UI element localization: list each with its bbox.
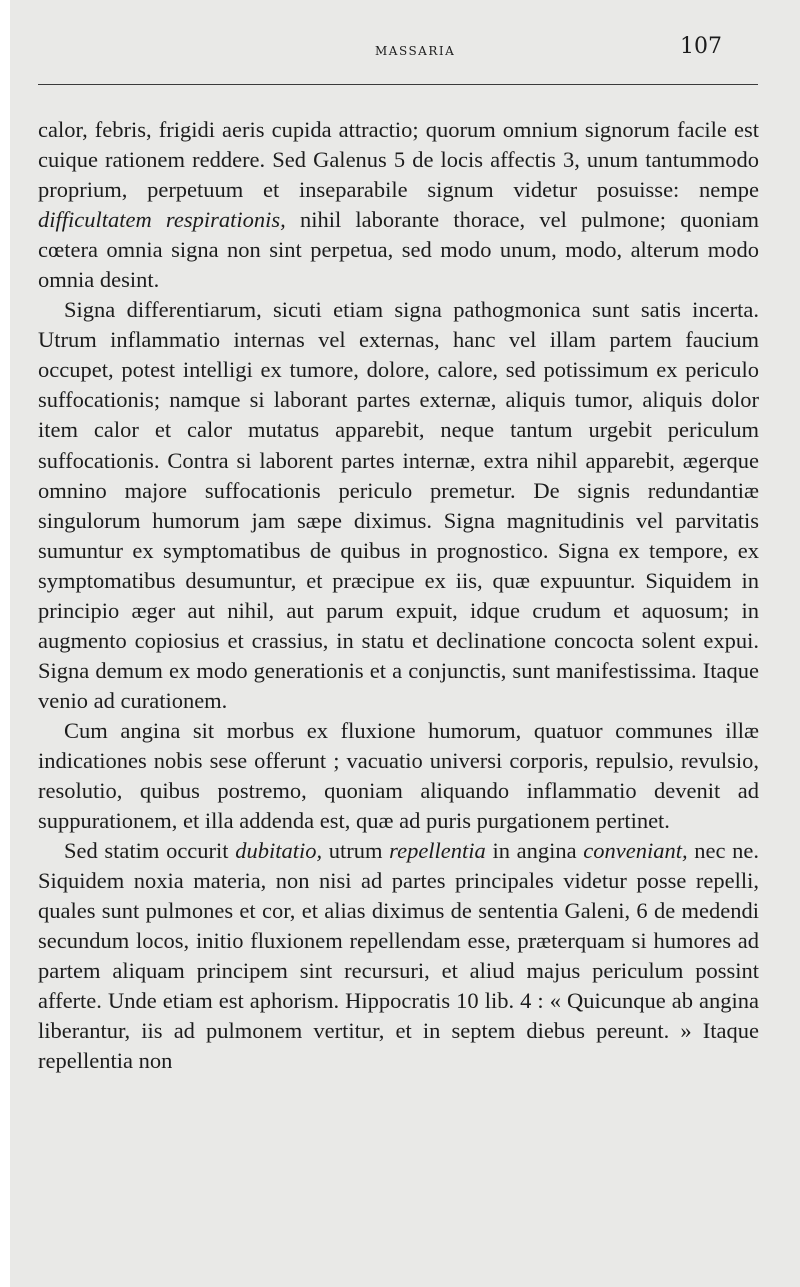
body-text <box>38 115 759 1077</box>
text-run: Sed statim occurit <box>64 838 236 864</box>
page-number: 107 <box>680 34 722 59</box>
running-head: MASSARIA <box>375 44 456 58</box>
italic-run: repellentia <box>389 838 486 864</box>
text-run: nec ne. Siquidem noxia materia, non nisi ad partes principales videtur posse repelli, quales sunt pulmones et cor, et alias diximus de sententia Galeni, 6 de medendi secundum locos, initio fluxionem repellendam esse, præterquam si humores ad partem aliquam principem sint recursuri, et aliud majus periculum possint afferte. Unde etiam est aphorism. Hippocratis 10 lib. 4 : « Quicunque ab angina liberantur, iis ad pulmonem vertitur, et in septem diebus pereunt. » Itaque repellentia non <box>38 838 759 1074</box>
text-run: nihil laborante thorace, vel pulmone; quoniam cœtera omnia signa non sint perpetua, sed modo unum, modo, alterum modo omnia desint. <box>38 207 759 293</box>
text-run: utrum <box>322 838 390 864</box>
text-run: in angina <box>485 838 584 864</box>
paragraph <box>38 295 759 716</box>
text-run: calor, febris, frigidi aeris cupida attractio; quorum omnium signorum facile est cuique rationem reddere. Sed Galenus 5 de locis affectis 3, unum tantummodo proprium, perpetuum et inseparabile signum videtur posuisse: nempe <box>38 117 759 203</box>
header-rule <box>38 84 758 85</box>
paragraph <box>38 115 759 295</box>
paragraph <box>38 716 759 836</box>
italic-run: conveniant, <box>583 838 688 864</box>
text-run: Signa differentiarum, sicuti etiam signa pathogmonica sunt satis incerta. Utrum inflammatio internas vel externas, hanc vel illam partem faucium occupet, potest intelligi ex tumore, dolore, calore, sed potissimum ex periculo suffocationis; namque si laborant partes externæ, aliquis tumor, aliquis dolor item calor et calor mutatus apparebit, neque tantum urgebit periculum suffocationis. Contra si laborent partes internæ, extra nihil apparebit, ægerque omnino majore suffocationis periculo premetur. De signis redundantiæ singulorum humorum jam sæpe diximus. Signa magnitudinis vel parvitatis sumuntur ex symptomatibus de quibus in prognostico. Signa ex tempore, ex symptomatibus desumuntur, et præcipue ex iis, quæ expuuntur. Siquidem in principio æger aut nihil, aut parum expuit, idque crudum et aquosum; in augmento copiosius et crassius, in statu et declinatione concocta solent expui. Signa demum ex modo generationis et a conjunctis, sunt manifestissima. Itaque venio ad curationem. <box>38 297 759 713</box>
italic-run: dubitatio, <box>235 838 323 864</box>
book-page <box>10 0 800 1287</box>
paragraph <box>38 836 759 1076</box>
italic-run: difficultatem respirationis, <box>38 207 286 233</box>
text-run: Cum angina sit morbus ex fluxione humorum, quatuor communes illæ indicationes nobis sese offerunt ; vacuatio universi corporis, repulsio, revulsio, resolutio, quibus postremo, quoniam aliquando inflammatio devenit ad suppurationem, et illa addenda est, quæ ad puris purgationem pertinet. <box>38 717 759 834</box>
